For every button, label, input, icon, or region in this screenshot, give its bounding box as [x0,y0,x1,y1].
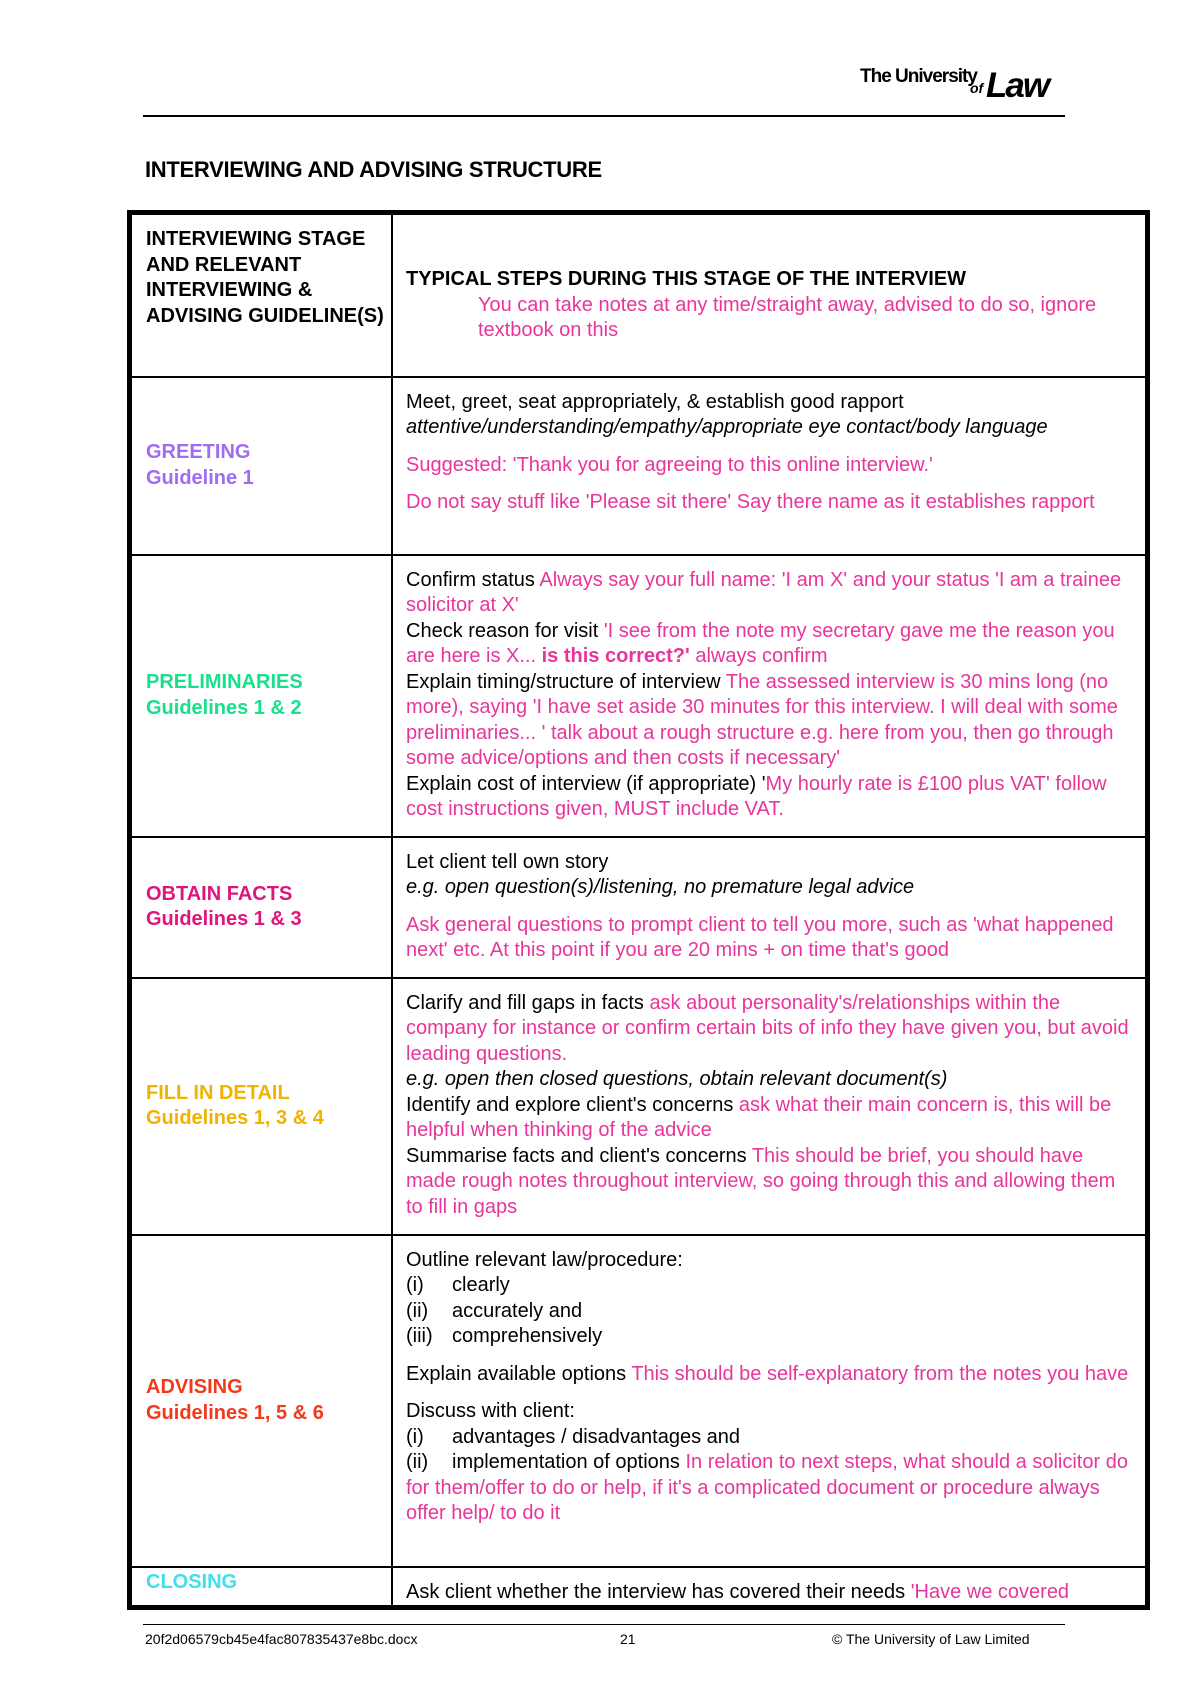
step-note: Suggested: 'Thank you for agreeing to this online interview.' [406,453,933,476]
step-text: Outline relevant law/procedure: [406,1248,683,1271]
step-note: In relation to next steps, what should a solicitor do for them/offer to do or help, if it's a complicated document or procedure always offer help/ to do it [406,1451,1128,1524]
col2-header: TYPICAL STEPS DURING THIS STAGE OF THE INTERVIEW [406,268,967,290]
stage-guideline: Guidelines 1 & 3 [146,908,302,930]
step-text: Explain available options [406,1362,632,1385]
step-note: always confirm [689,645,828,667]
table-header-row [130,213,1148,377]
step-item [406,619,1137,670]
step-text: Explain timing/structure of interview [406,670,726,693]
logo-text-law: Law [986,66,1049,105]
col1-header: INTERVIEWING STAGE AND RELEVANT INTERVIEWING & ADVISING GUIDELINE(S) [130,213,393,377]
stage-cell-closing [130,1567,393,1608]
step-note: My hourly rate is £100 plus VAT' follow cost instructions given, MUST include VAT. [406,772,1107,820]
step-text: Ask client whether the interview has covered their needs [406,1580,911,1603]
step-note-emphasis: is this correct?' [541,645,690,667]
footer-page-number: 21 [620,1631,636,1647]
table-row [130,978,1148,1235]
stage-guideline: Guideline 1 [146,466,254,489]
step-note: This should be self-explanatory from the notes you have [631,1362,1129,1385]
step-text: Let client tell own story [406,850,609,873]
step-text: Check reason for visit [406,619,604,642]
footer-copyright: © The University of Law Limited [832,1631,1030,1647]
stage-name: OBTAIN FACTS [146,882,293,905]
logo-text-of: of [970,80,984,96]
stage-name: GREETING [146,441,251,463]
step-note: Ask general questions to prompt client to tell you more, such as 'what happened next' etc. At this point if you are 20 mins + on time that's good [406,913,1114,961]
step-item [406,568,1137,619]
step-item [406,991,1137,1068]
list-item: (i) advantages / disadvantages and [406,1425,740,1448]
steps-cell-closing [392,1567,1148,1608]
step-item [406,1093,1137,1144]
step-example: e.g. open question(s)/listening, no premature legal advice [406,876,915,898]
step-text: Summarise facts and client's concerns [406,1144,752,1167]
steps-cell-fill-in-detail [392,978,1148,1235]
table-row [130,837,1148,978]
step-text: Explain cost of interview (if appropriate) ' [406,772,766,795]
university-logo [860,64,1070,108]
step-item [406,1362,1137,1388]
table-row [130,1567,1148,1608]
step-note: Do not say stuff like 'Please sit there' Say there name as it establishes rapport [406,491,1095,513]
stage-guideline: Guidelines 1, 3 & 4 [146,1107,324,1129]
stage-cell-greeting [130,377,393,555]
step-note: ask about personality's/relationships within the company for instance or confirm certain bits of info they have given you, but avoid leading questions. [406,991,1129,1065]
table-row [130,555,1148,837]
col2-header-cell [392,213,1148,377]
step-item [406,1144,1137,1221]
list-item: (ii) implementation of options In relation to next steps, what should a solicitor do for them/offer to do or help, if it's a complicated document or procedure always offer help/ to do it [406,1451,1128,1524]
step-text: Confirm status [406,568,540,591]
col2-header-note: You can take notes at any time/straight away, advised to do so, ignore textbook on this [478,293,1097,341]
step-text: Meet, greet, seat appropriately, & establish good rapport [406,390,904,413]
structure-table [127,210,1150,1610]
step-note: Always say your full name: 'I am X' and your status 'I am a trainee solicitor at X' [406,568,1122,616]
step-note: ask what their main concern is, this will be helpful when thinking of the advice [406,1093,1112,1141]
step-note: The assessed interview is 30 mins long (no more), saying 'I have set aside 30 minutes for this interview. I will deal with some preliminaries... ' talk about a rough structure e.g. here from you, then go through some advice/options and then costs if necessary' [406,670,1118,769]
steps-cell-greeting [392,377,1148,555]
stage-name: ADVISING [146,1376,243,1398]
stage-name: FILL IN DETAIL [146,1081,290,1104]
step-note: 'I see from the note my secretary gave me the reason you are here is X... [406,619,1115,667]
list-item: (iii) comprehensively [406,1325,603,1347]
steps-cell-obtain-facts [392,837,1148,978]
header-divider [143,115,1065,117]
step-example: attentive/understanding/empathy/appropriate eye contact/body language [406,416,1048,438]
steps-cell-preliminaries [392,555,1148,837]
step-example: e.g. open then closed questions, obtain relevant document(s) [406,1068,948,1090]
step-item [406,670,1137,772]
footer-divider [143,1624,1065,1625]
page-title: INTERVIEWING AND ADVISING STRUCTURE [145,157,602,182]
step-note: This should be brief, you should have made rough notes throughout interview, so going through this and allowing them to fill in gaps [406,1144,1116,1218]
step-text: Discuss with client: [406,1400,575,1422]
stage-name: PRELIMINARIES [146,671,303,693]
stage-cell-fill-in-detail [130,978,393,1235]
step-note: 'Have we covered [910,1580,1070,1603]
table-row [130,1235,1148,1567]
step-item [406,772,1137,823]
table-row [130,377,1148,555]
list-item: (i) clearly [406,1274,510,1296]
step-text: Clarify and fill gaps in facts [406,991,650,1014]
stage-cell-advising [130,1235,393,1567]
logo-text-university: The University [860,66,977,87]
step-text: Identify and explore client's concerns [406,1093,739,1116]
stage-guideline: Guidelines 1, 5 & 6 [146,1401,324,1424]
stage-name: CLOSING [146,1570,238,1593]
stage-cell-preliminaries [130,555,393,837]
step-item [406,1580,1137,1606]
list-item: (ii) accurately and [406,1299,583,1322]
footer-filename: 20f2d06579cb45e4fac807835437e8bc.docx [145,1631,418,1647]
steps-cell-advising [392,1235,1148,1567]
stage-cell-obtain-facts [130,837,393,978]
stage-guideline: Guidelines 1 & 2 [146,696,302,719]
